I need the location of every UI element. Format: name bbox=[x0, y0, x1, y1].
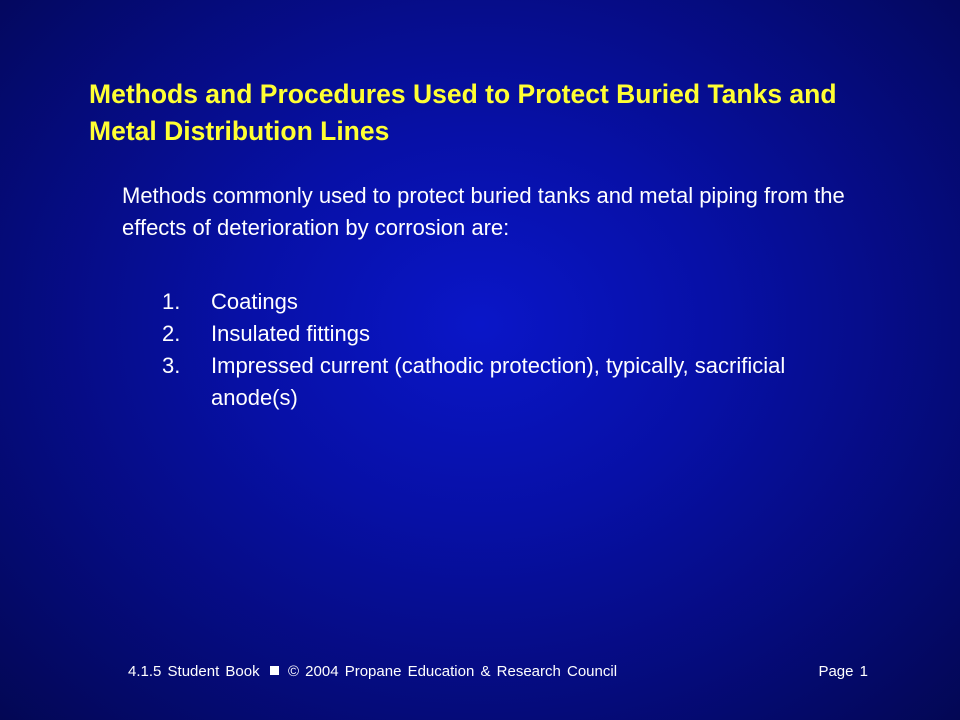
list-item-text: Impressed current (cathodic protection), typically, sacrificial anode(s) bbox=[211, 353, 786, 410]
list-item-number: 2. bbox=[162, 321, 181, 346]
slide-title: Methods and Procedures Used to Protect Buried Tanks and Metal Distribution Lines bbox=[89, 79, 837, 146]
intro-paragraph: Methods commonly used to protect buried tanks and metal piping from the effects of deterioration by corrosion are: bbox=[122, 183, 845, 240]
footer bbox=[128, 662, 868, 682]
square-bullet-icon bbox=[270, 666, 279, 675]
list-item bbox=[162, 286, 862, 318]
footer-book-label: 4.1.5 Student Book bbox=[128, 663, 260, 680]
footer-copyright: © 2004 Propane Education & Research Council bbox=[287, 663, 618, 680]
methods-list bbox=[162, 286, 862, 414]
footer-source bbox=[128, 662, 617, 682]
list-item-number: 1. bbox=[162, 289, 181, 314]
list-item bbox=[162, 318, 862, 350]
list-item bbox=[162, 350, 862, 414]
list-item-number: 3. bbox=[162, 353, 181, 378]
page-number: Page 1 bbox=[818, 663, 868, 680]
list-item-text: Coatings bbox=[211, 289, 298, 314]
list-item-text: Insulated fittings bbox=[211, 321, 370, 346]
